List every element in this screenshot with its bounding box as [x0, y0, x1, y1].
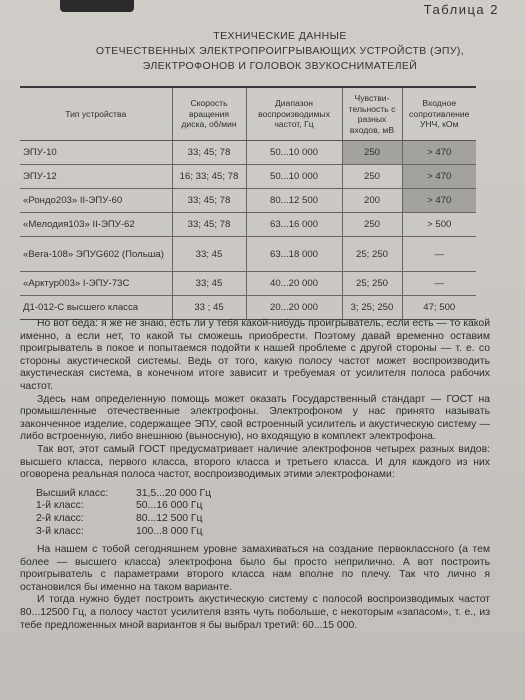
class-range: 50...16 000 Гц	[136, 500, 203, 512]
cell-type: ЭПУ-12	[20, 165, 172, 189]
cell-type: «Вега-108» ЭПУG602 (Польша)	[20, 237, 172, 272]
header-range: Диапазон воспроизводимых частот, Гц	[246, 87, 342, 141]
cell-range: 50...10 000	[246, 141, 342, 165]
cell-resistance: > 470	[402, 165, 476, 189]
class-range: 100...8 000 Гц	[136, 525, 203, 537]
cell-sensitivity: 250	[342, 213, 402, 237]
paragraph: На нашем с тобой сегодняшнем уровне замахиваться на создание первоклассного (а тем более — высшего класса) электрофона было бы просто неприлично. А вот построить проигрыватель с параметрами второго класса нам вполне по плечу. Так что лично я остановился бы именно на таком варианте.	[20, 544, 490, 593]
cell-range: 63...16 000	[246, 213, 342, 237]
cell-type: «Рондо203» II-ЭПУ-60	[20, 189, 172, 213]
cell-sensitivity: 200	[342, 189, 402, 213]
paragraph: Так вот, этот самый ГОСТ предусматривает наличие электрофонов четырех разных видов: высшего класса, первого класса, второго класса и третьего класса. И для каждого из них оговорена реальная полоса частот, воспроизводимых этими электрофонами:	[20, 443, 490, 481]
heading-line-2: ОТЕЧЕСТВЕННЫХ ЭЛЕКТРОПРОИГРЫВАЮЩИХ УСТРОЙСТВ (ЭПУ),	[95, 45, 465, 57]
class-range: 31,5...20 000 Гц	[136, 487, 212, 499]
table-row	[20, 272, 476, 296]
table-row	[20, 189, 476, 213]
header-type: Тип устройства	[20, 87, 172, 141]
cell-resistance: > 470	[402, 189, 476, 213]
cell-speed: 33; 45; 78	[172, 141, 246, 165]
cell-speed: 33; 45	[172, 272, 246, 296]
header-speed: Скорость вращения диска, об/мин	[172, 87, 246, 141]
table-heading	[60, 29, 500, 74]
table-row	[20, 237, 476, 272]
paragraph: Здесь нам определенную помощь может оказать Государственный стандарт — ГОСТ на промышленные отечественные электрофоны. Электрофоном у нас принято называть законченное изделие, содержащее ЭПУ, свой встроенный усилитель и акустическую систему — либо встроенную, либо внешнюю (выносную), но входящую в комплект электрофона.	[20, 393, 490, 443]
class-list	[36, 488, 490, 538]
class-item	[36, 488, 490, 501]
cell-type: ЭПУ-10	[20, 141, 172, 165]
cell-range: 20...20 000	[246, 296, 342, 320]
class-item	[36, 526, 490, 539]
cell-resistance: > 500	[402, 213, 476, 237]
cell-sensitivity: 25; 250	[342, 272, 402, 296]
class-item	[36, 513, 490, 526]
cell-speed: 33; 45; 78	[172, 213, 246, 237]
heading-line-3: ЭЛЕКТРОФОНОВ И ГОЛОВОК ЗВУКОСНИМАТЕЛЕЙ	[142, 60, 418, 72]
table-row	[20, 165, 476, 189]
cell-type: Д1-012-С высшего класса	[20, 296, 172, 320]
cell-speed: 33 ; 45	[172, 296, 246, 320]
class-item	[36, 500, 490, 513]
paragraph: Но вот беда: я же не знаю, есть ли у тебя какой-нибудь проигрыватель, если есть — то какой именно, а если нет, то какой ты сможешь приобрести. Поэтому давай временно оставим проигрыватель в покое и попытаемся подойти к нашей проблеме с другой стороны — т. е. со стороны акустической системы. Ведь от того, какую полосу частот может воспроизводить акустическая система, в конечном итоге зависит и требуемая от усилителя полоса рабочих частот.	[20, 318, 490, 392]
cell-range: 80...12 500	[246, 189, 342, 213]
table-header-row	[20, 87, 476, 141]
corner-mark	[60, 0, 134, 12]
cell-range: 63...18 000	[246, 237, 342, 272]
cell-range: 40...20 000	[246, 272, 342, 296]
class-name: 1-й класс:	[36, 500, 84, 512]
cell-sensitivity: 25; 250	[342, 237, 402, 272]
cell-resistance: 47; 500	[402, 296, 476, 320]
cell-sensitivity: 3; 25; 250	[342, 296, 402, 320]
table-row	[20, 213, 476, 237]
header-sensitivity: Чувстви-тельность с разных входов, мВ	[342, 87, 402, 141]
header-resistance: Входное сопротивление УНЧ, кОм	[402, 87, 476, 141]
heading-line-1: ТЕХНИЧЕСКИЕ ДАННЫЕ	[213, 30, 347, 42]
paragraph: И тогда нужно будет построить акустическую систему с полосой воспроизводимых частот 80...12500 Гц, а полосу частот усилителя взять чуть побольше, с некоторым «запасом», т. е., из тебе предложенных мной вариантов я бы выбрал третий: 60...15 000.	[20, 594, 490, 631]
class-range: 80...12 500 Гц	[136, 512, 203, 524]
cell-type: «Мелодия103» II-ЭПУ-62	[20, 213, 172, 237]
cell-range: 50...10 000	[246, 165, 342, 189]
class-name: Высший класс:	[36, 487, 109, 499]
table-row	[20, 296, 476, 320]
cell-sensitivity: 250	[342, 165, 402, 189]
cell-resistance: —	[402, 272, 476, 296]
cell-speed: 33; 45; 78	[172, 189, 246, 213]
cell-speed: 16; 33; 45; 78	[172, 165, 246, 189]
class-name: 3-й класс:	[36, 525, 84, 537]
table-label: Таблица 2	[423, 2, 499, 17]
cell-sensitivity: 250	[342, 141, 402, 165]
table-row	[20, 141, 476, 165]
cell-type: «Арктур003» I-ЭПУ-73С	[20, 272, 172, 296]
cell-resistance: —	[402, 237, 476, 272]
body-text	[20, 318, 490, 632]
class-name: 2-й класс:	[36, 512, 84, 524]
cell-resistance: > 470	[402, 141, 476, 165]
specs-table	[20, 86, 476, 320]
cell-speed: 33; 45	[172, 237, 246, 272]
